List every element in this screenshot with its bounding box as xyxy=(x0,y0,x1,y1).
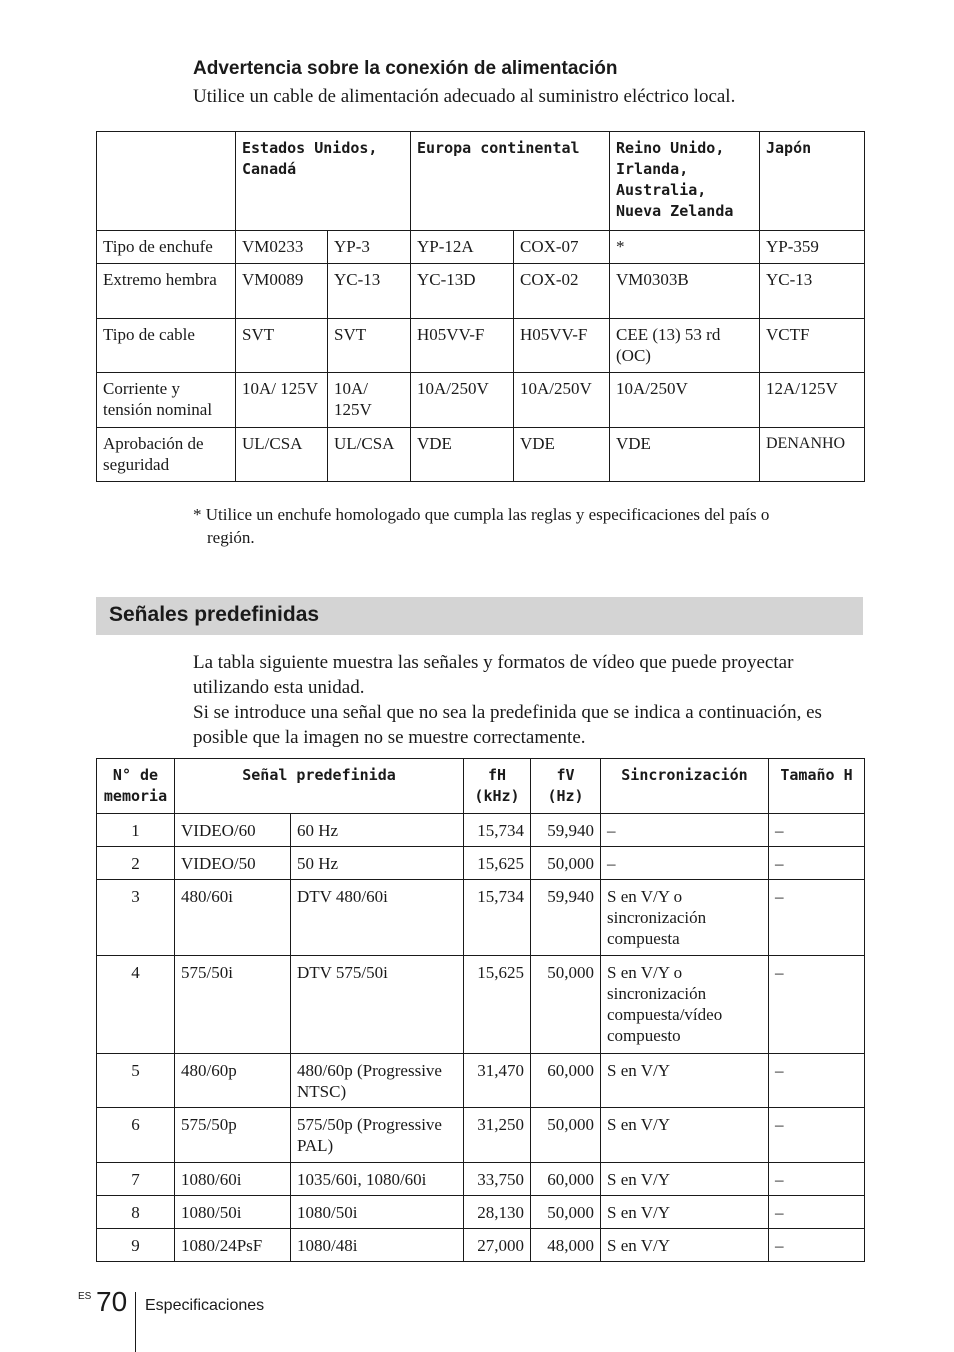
table-cell: H05VV-F xyxy=(514,319,610,373)
footer-divider xyxy=(135,1292,136,1352)
table-cell: 10A/ 125V xyxy=(236,373,328,428)
row-label: Extremo hembra xyxy=(97,264,236,319)
table-header-row xyxy=(97,759,865,814)
table-cell: – xyxy=(769,1229,865,1262)
table-row xyxy=(97,264,865,319)
table-cell: – xyxy=(769,956,865,1054)
table-cell: – xyxy=(601,847,769,880)
table-cell: S en V/Y o sincronización compuesta/vídeo compuesto xyxy=(601,956,769,1054)
table-cell: 10A/250V xyxy=(514,373,610,428)
table-cell: VCTF xyxy=(760,319,865,373)
table-cell: CEE (13) 53 rd (OC) xyxy=(610,319,760,373)
header-cell: Señal predefinida xyxy=(175,759,464,814)
header-cell: Tamaño H xyxy=(769,759,865,814)
memory-number: 2 xyxy=(97,847,175,880)
table-cell: – xyxy=(769,1196,865,1229)
table-cell: DTV 480/60i xyxy=(291,880,464,956)
footer-language-code: ES xyxy=(78,1291,92,1302)
table-cell: YP-12A xyxy=(411,231,514,264)
table-cell: 60,000 xyxy=(531,1163,601,1196)
table-cell: – xyxy=(601,814,769,847)
memory-number: 6 xyxy=(97,1108,175,1163)
table-cell: 575/50p xyxy=(175,1108,291,1163)
preset-signals-table xyxy=(96,758,865,1262)
table-cell: 50 Hz xyxy=(291,847,464,880)
table-cell: S en V/Y xyxy=(601,1163,769,1196)
row-label: Corriente y tensión nominal xyxy=(97,373,236,428)
table-cell: 59,940 xyxy=(531,814,601,847)
table-cell: COX-02 xyxy=(514,264,610,319)
section-title: Señales predefinidas xyxy=(109,603,320,626)
intro-paragraph: La tabla siguiente muestra las señales y formatos de vídeo que puede proyectar utilizando esta unidad. xyxy=(193,652,794,698)
table-row xyxy=(97,1229,865,1262)
row-label: Tipo de enchufe xyxy=(97,231,236,264)
header-cell: Estados Unidos, Canadá xyxy=(236,132,411,231)
table-cell: YC-13D xyxy=(411,264,514,319)
table-cell: 10A/250V xyxy=(610,373,760,428)
memory-number: 5 xyxy=(97,1054,175,1108)
table-cell: – xyxy=(769,1054,865,1108)
table-cell: 1035/60i, 1080/60i xyxy=(291,1163,464,1196)
table-cell: VIDEO/60 xyxy=(175,814,291,847)
table-cell: S en V/Y xyxy=(601,1054,769,1108)
table-cell: 480/60p (Progressive NTSC) xyxy=(291,1054,464,1108)
intro-paragraph: Si se introduce una señal que no sea la predefinida que se indica a continuación, es posible que la imagen no se muestre correctamente. xyxy=(193,702,822,748)
table-cell: YC-13 xyxy=(760,264,865,319)
table-cell: 27,000 xyxy=(464,1229,531,1262)
table-cell: SVT xyxy=(236,319,328,373)
footer-section-name: Especificaciones xyxy=(145,1297,265,1314)
table-cell: 1080/24PsF xyxy=(175,1229,291,1262)
table-row xyxy=(97,231,865,264)
memory-number: 4 xyxy=(97,956,175,1054)
table-cell: VM0233 xyxy=(236,231,328,264)
table-cell: – xyxy=(769,814,865,847)
header-cell: fV (Hz) xyxy=(531,759,601,814)
table-cell: 31,250 xyxy=(464,1108,531,1163)
table-cell: YP-359 xyxy=(760,231,865,264)
header-cell: fH (kHz) xyxy=(464,759,531,814)
table-row xyxy=(97,1163,865,1196)
table-cell: YP-3 xyxy=(328,231,411,264)
table-cell: 480/60p xyxy=(175,1054,291,1108)
table-cell: 575/50i xyxy=(175,956,291,1054)
table-cell: 1080/50i xyxy=(291,1196,464,1229)
table-cell: VDE xyxy=(610,428,760,482)
table-row xyxy=(97,1108,865,1163)
memory-number: 7 xyxy=(97,1163,175,1196)
footnote-text: Utilice un enchufe homologado que cumpla las reglas y especificaciones del país o xyxy=(205,505,770,524)
table-cell: 33,750 xyxy=(464,1163,531,1196)
table-cell: 48,000 xyxy=(531,1229,601,1262)
intro-text xyxy=(193,650,863,750)
footnote-marker: * xyxy=(193,505,202,524)
footnote-text-continued: región. xyxy=(207,528,255,547)
table-row xyxy=(97,847,865,880)
table-row xyxy=(97,1196,865,1229)
table-cell: 50,000 xyxy=(531,956,601,1054)
row-label: Aprobación de seguridad xyxy=(97,428,236,482)
table-cell: 1080/48i xyxy=(291,1229,464,1262)
table-cell: 60 Hz xyxy=(291,814,464,847)
table-cell: VDE xyxy=(411,428,514,482)
table-cell: DTV 575/50i xyxy=(291,956,464,1054)
table-cell: VDE xyxy=(514,428,610,482)
warning-text: Utilice un cable de alimentación adecuado al suministro eléctrico local. xyxy=(193,86,736,107)
footnote xyxy=(193,503,853,549)
table-cell: VM0089 xyxy=(236,264,328,319)
table-cell: 50,000 xyxy=(531,1196,601,1229)
table-cell: – xyxy=(769,1163,865,1196)
header-cell: Reino Unido, Irlanda, Australia, Nueva Zelanda xyxy=(610,132,760,231)
table-cell: 480/60i xyxy=(175,880,291,956)
table-cell: 10A/250V xyxy=(411,373,514,428)
section-header-bar xyxy=(96,597,863,635)
table-cell: – xyxy=(769,880,865,956)
table-cell: S en V/Y xyxy=(601,1108,769,1163)
table-cell: 15,625 xyxy=(464,847,531,880)
table-cell: UL/CSA xyxy=(236,428,328,482)
table-row xyxy=(97,319,865,373)
page-number: 70 xyxy=(96,1286,128,1317)
table-cell: DENANHO xyxy=(760,428,865,482)
table-row xyxy=(97,428,865,482)
table-cell: UL/CSA xyxy=(328,428,411,482)
memory-number: 3 xyxy=(97,880,175,956)
table-row xyxy=(97,814,865,847)
table-cell: 12A/125V xyxy=(760,373,865,428)
memory-number: 8 xyxy=(97,1196,175,1229)
table-cell: S en V/Y o sincronización compuesta xyxy=(601,880,769,956)
table-header-row xyxy=(97,132,865,231)
header-cell: N° de memoria xyxy=(97,759,175,814)
table-cell: VM0303B xyxy=(610,264,760,319)
table-row xyxy=(97,1054,865,1108)
table-cell: 50,000 xyxy=(531,1108,601,1163)
table-cell: 575/50p (Progressive PAL) xyxy=(291,1108,464,1163)
table-cell: S en V/Y xyxy=(601,1229,769,1262)
table-cell: VIDEO/50 xyxy=(175,847,291,880)
header-cell: Japón xyxy=(760,132,865,231)
header-cell xyxy=(97,132,236,231)
row-label: Tipo de cable xyxy=(97,319,236,373)
table-row xyxy=(97,956,865,1054)
memory-number: 1 xyxy=(97,814,175,847)
table-row xyxy=(97,373,865,428)
table-cell: – xyxy=(769,1108,865,1163)
table-cell: 50,000 xyxy=(531,847,601,880)
table-cell: COX-07 xyxy=(514,231,610,264)
table-cell: 28,130 xyxy=(464,1196,531,1229)
header-cell: Europa continental xyxy=(411,132,610,231)
table-cell: 15,734 xyxy=(464,880,531,956)
table-cell: 15,734 xyxy=(464,814,531,847)
warning-heading: Advertencia sobre la conexión de alimentación xyxy=(193,58,618,79)
table-cell: 10A/ 125V xyxy=(328,373,411,428)
table-cell: H05VV-F xyxy=(411,319,514,373)
table-cell: SVT xyxy=(328,319,411,373)
table-cell: 59,940 xyxy=(531,880,601,956)
header-cell: Sincronización xyxy=(601,759,769,814)
memory-number: 9 xyxy=(97,1229,175,1262)
table-cell: – xyxy=(769,847,865,880)
table-cell: 1080/60i xyxy=(175,1163,291,1196)
table-cell: 60,000 xyxy=(531,1054,601,1108)
table-cell: 31,470 xyxy=(464,1054,531,1108)
table-cell: 1080/50i xyxy=(175,1196,291,1229)
table-cell: 15,625 xyxy=(464,956,531,1054)
table-cell: * xyxy=(610,231,760,264)
table-cell: S en V/Y xyxy=(601,1196,769,1229)
power-cord-table xyxy=(96,131,865,482)
table-cell: YC-13 xyxy=(328,264,411,319)
table-row xyxy=(97,880,865,956)
